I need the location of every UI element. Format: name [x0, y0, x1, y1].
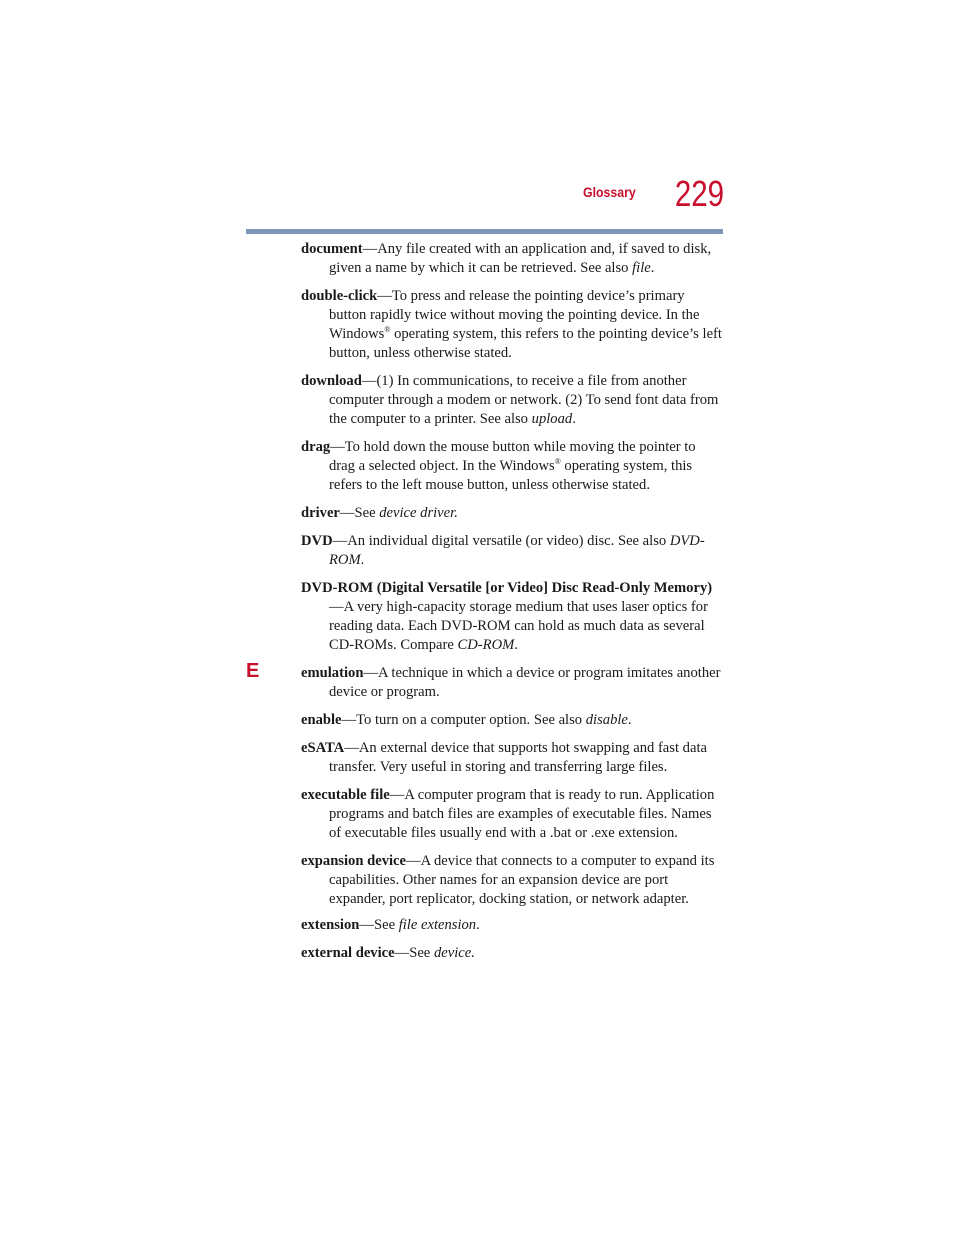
header-rule [246, 229, 723, 234]
glossary-entry-extension [301, 916, 723, 935]
entry-definition-end: . [650, 260, 655, 276]
entry-definition-end: . [360, 552, 365, 568]
entry-definition-end: . [572, 411, 576, 427]
registered-mark: ® [384, 325, 391, 334]
entry-definition: —See [359, 917, 399, 933]
glossary-entry-dvd [301, 532, 723, 570]
entry-definition: —An individual digital versatile (or video) disc. See also [332, 533, 670, 549]
page-number: 229 [674, 173, 724, 214]
glossary-entry-executable-file [301, 786, 723, 843]
glossary-entry-document [301, 240, 723, 278]
entry-definition: —A very high-capacity storage medium that uses laser optics for reading data. Each DVD-ROM can hold as much data as several CD-ROMs. Compare [329, 599, 708, 653]
glossary-entry-esata [301, 739, 723, 777]
glossary-entry-download [301, 372, 723, 429]
entry-definition: —A device that connects to a computer to expand its capabilities. Other names for an expansion device are port expander, port replicator, docking station, or network adapter. [329, 853, 715, 907]
glossary-entry-expansion-device [301, 852, 723, 909]
entry-term: DVD-ROM (Digital Versatile [or Video] Disc Read-Only Memory) [301, 580, 713, 596]
glossary-entry-emulation [301, 664, 723, 702]
entry-term: extension [301, 917, 360, 933]
entry-definition: —Any file created with an application and, if saved to disk, given a name by which it can be retrieved. See also [329, 241, 712, 276]
glossary-entry-driver [301, 504, 723, 523]
entry-definition: —An external device that supports hot swapping and fast data transfer. Very useful in storing and transferring large files. [329, 740, 707, 775]
running-header-section: Glossary [583, 184, 636, 200]
entry-cross-reference: disable [585, 712, 628, 728]
entry-definition-end: . [476, 917, 480, 933]
glossary-entry-dvd-rom [301, 579, 723, 655]
entry-term: driver [301, 505, 340, 521]
section-letter-marker: E [246, 660, 260, 682]
entry-definition: —To turn on a computer option. See also [341, 712, 586, 728]
entry-definition: —(1) In communications, to receive a file from another computer through a modem or network. (2) To send font data from the computer to a printer. See also [329, 373, 719, 427]
registered-mark: ® [554, 457, 561, 466]
entry-cross-reference: CD-ROM [457, 637, 515, 653]
entry-definition: —A computer program that is ready to run. Application programs and batch files are examples of executable files. Names of executable files usually end with a .bat or .exe extension. [329, 787, 715, 841]
entry-definition-end: operating system, this refers to the left mouse button, unless otherwise stated. [329, 458, 693, 493]
entry-definition: —To press and release the pointing device’s primary button rapidly twice without moving the pointing device. In the Windows [329, 288, 700, 342]
glossary-entry-double-click [301, 287, 723, 363]
entry-cross-reference: file extension [398, 917, 477, 933]
entry-term: expansion device [301, 853, 406, 869]
entry-term: document [301, 241, 363, 257]
entry-cross-reference: device driver. [379, 505, 458, 521]
entry-term: executable file [301, 787, 390, 803]
entry-cross-reference: upload [531, 411, 573, 427]
entry-term: eSATA [301, 740, 345, 756]
entry-term: emulation [301, 665, 364, 681]
entry-term: drag [301, 439, 331, 455]
entry-definition-end: operating system, this refers to the pointing device’s left button, unless otherwise stated. [329, 326, 722, 361]
entry-cross-reference: device. [433, 945, 475, 961]
entry-term: DVD [301, 533, 333, 549]
entry-term: double-click [301, 288, 378, 304]
entry-term: download [301, 373, 362, 389]
entry-definition: —To hold down the mouse button while moving the pointer to drag a selected object. In the Windows [329, 439, 696, 474]
entry-term: enable [301, 712, 342, 728]
entry-definition: —A technique in which a device or program imitates another device or program. [329, 665, 721, 700]
entry-definition-end: . [627, 712, 632, 728]
glossary-entry-enable [301, 711, 723, 730]
entry-term: external device [301, 945, 395, 961]
entry-definition-end: . [514, 637, 518, 653]
entry-definition: —See [339, 505, 380, 521]
entry-definition: —See [394, 945, 434, 961]
entry-cross-reference: file [632, 260, 651, 276]
entry-cross-reference: DVD-ROM [329, 533, 705, 568]
glossary-entry-external-device [301, 944, 723, 963]
glossary-entries [301, 240, 723, 963]
glossary-entry-drag [301, 438, 723, 495]
